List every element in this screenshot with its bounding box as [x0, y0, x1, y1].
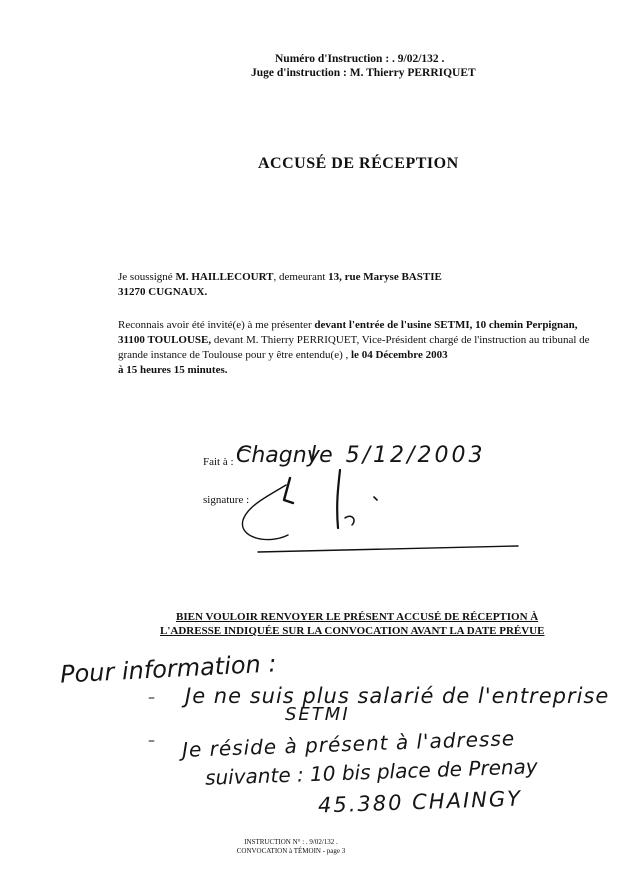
- document-title: ACCUSÉ DE RÉCEPTION: [258, 155, 459, 172]
- handwritten-dash-2: –: [148, 733, 155, 749]
- handwritten-heading: Pour information :: [59, 649, 278, 689]
- instruction-label: Numéro d'Instruction :: [275, 53, 390, 65]
- footer-line2: CONVOCATION à TÉMOIN - page 3: [236, 847, 346, 855]
- handwritten-item1-line1: Je ne suis plus salarié de l'entreprise: [185, 684, 610, 708]
- declarant-street: 13, rue Maryse BASTIE: [328, 271, 442, 283]
- handwritten-item2-line2: suivante : 10 bis place de Prenay: [204, 754, 539, 790]
- signature-label: signature :: [203, 494, 250, 506]
- judge-label: Juge d'instruction :: [251, 67, 347, 79]
- return-notice-line2: L'ADRESSE INDIQUÉE SUR LA CONVOCATION AVANT LA DATE PRÉVUE: [160, 625, 545, 637]
- judge-name: M. Thierry PERRIQUET: [349, 67, 476, 79]
- handwritten-dash-1: –: [148, 690, 155, 706]
- made-at-label: Fait à :: [203, 456, 234, 468]
- handwritten-item1-line2: SETMI: [285, 704, 350, 725]
- date-handwritten: le 5/12/2003: [310, 443, 486, 468]
- declaration-residing: , demeurant: [273, 271, 326, 283]
- summons-part1: Reconnais avoir été invité(e) à me présenter: [118, 319, 312, 331]
- summons-location: devant l'entrée de l'usine SETMI, 10 chemin Perpignan, 31100 TOULOUSE,: [118, 319, 578, 346]
- declarant-name: M. HAILLECOURT: [175, 271, 274, 283]
- handwritten-item2-line1: Je réside à présent à l'adresse: [181, 726, 516, 762]
- made-at-handwritten: Chagny: [236, 443, 320, 468]
- summons-part2: devant M. Thierry PERRIQUET, Vice-Président chargé de l'instruction au tribunal de grande instance de Toulouse pour y être entendu(e) ,: [118, 334, 590, 361]
- handwritten-item2-line3: 45.380 CHAINGY: [317, 786, 523, 818]
- declarant-city: 31270 CUGNAUX.: [118, 286, 208, 298]
- return-notice-line1: BIEN VOULOIR RENVOYER LE PRÉSENT ACCUSÉ DE RÉCEPTION À: [176, 611, 539, 623]
- declaration-intro: Je soussigné: [118, 271, 173, 283]
- page-footer: [236, 838, 346, 856]
- summons-date: le 04 Décembre 2003: [351, 349, 448, 361]
- summons-time: à 15 heures 15 minutes.: [118, 364, 228, 376]
- footer-line1: INSTRUCTION N° : . 9/02/132 .: [244, 838, 338, 846]
- instruction-number: . 9/02/132 .: [392, 53, 445, 65]
